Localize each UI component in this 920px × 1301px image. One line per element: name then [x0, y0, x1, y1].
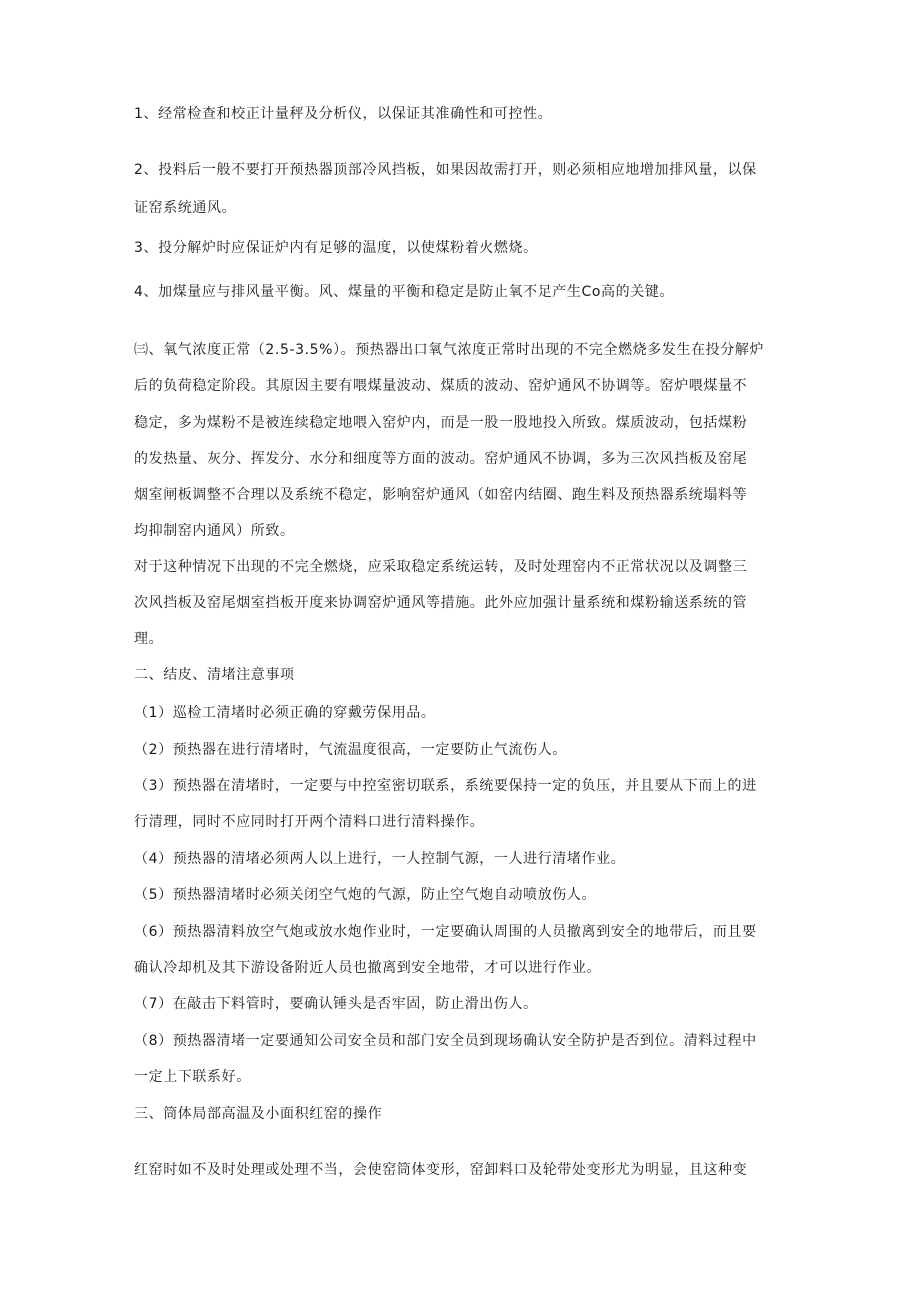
list-item: （7）在敲击下料管时，要确认锤头是否牢固，防止滑出伤人。	[134, 996, 538, 1012]
paragraph-line: 次风挡板及窑尾烟室挡板开度来协调窑炉通风等措施。此外应加强计量系统和煤粉输送系统的管	[134, 595, 748, 611]
list-item: （1）巡检工清堵时必须正确的穿戴劳保用品。	[134, 705, 436, 721]
paragraph-line: 的发热量、灰分、挥发分、水分和细度等方面的波动。窑炉通风不协调，多为三次风挡板及窑尾	[134, 451, 748, 467]
paragraph-line: 稳定，多为煤粉不是被连续稳定地喂入窑炉内，而是一股一股地投入所致。煤质波动，包括煤粉	[134, 415, 748, 431]
list-item: 一定上下联系好。	[134, 1069, 251, 1085]
list-item: （8）预热器清堵一定要通知公司安全员和部门安全员到现场确认安全防护是否到位。清料过程中	[134, 1033, 757, 1049]
paragraph-line: ㈢、氧气浓度正常（2.5-3.5%）。预热器出口氧气浓度正常时出现的不完全燃烧多发生在投分解炉	[134, 342, 765, 358]
list-item: （3）预热器在清堵时，一定要与中控室密切联系，系统要保持一定的负压，并且要从下而上的进	[134, 778, 757, 794]
paragraph-line: 均抑制窑内通风）所致。	[134, 523, 295, 539]
paragraph-line: 对于这种情况下出现的不完全燃烧，应采取稳定系统运转，及时处理窑内不正常状况以及调整三	[134, 559, 748, 575]
section-heading: 三、筒体局部高温及小面积红窑的操作	[134, 1106, 383, 1122]
paragraph-line: 理。	[134, 631, 164, 647]
paragraph-line: 后的负荷稳定阶段。其原因主要有喂煤量波动、煤质的波动、窑炉通风不协调等。窑炉喂煤量不	[134, 378, 748, 394]
paragraph-line: 红窑时如不及时处理或处理不当，会使窑筒体变形，窑卸料口及轮带处变形尤为明显，且这种变	[134, 1162, 748, 1178]
paragraph-line: 1、经常检查和校正计量秤及分析仪，以保证其准确性和可控性。	[134, 106, 553, 122]
paragraph-line: 2、投料后一般不要打开预热器顶部冷风挡板，如果因故需打开，则必须相应地增加排风量，以保	[134, 162, 757, 178]
paragraph-line: 烟室闸板调整不合理以及系统不稳定，影响窑炉通风（如窑内结圈、跑生料及预热器系统塌料等	[134, 487, 748, 503]
list-item: （5）预热器清堵时必须关闭空气炮的气源，防止空气炮自动喷放伤人。	[134, 887, 597, 903]
section-heading: 二、结皮、清堵注意事项	[134, 667, 295, 683]
paragraph-line: 4、加煤量应与排风量平衡。风、煤量的平衡和稳定是防止氧不足产生Co高的关键。	[134, 284, 675, 300]
list-item: （6）预热器清料放空气炮或放水炮作业时，一定要确认周围的人员撤离到安全的地带后，而且要	[134, 924, 757, 940]
list-item: 行清理，同时不应同时打开两个清料口进行清料操作。	[134, 814, 485, 830]
paragraph-line: 证窑系统通风。	[134, 200, 237, 216]
paragraph-line: 3、投分解炉时应保证炉内有足够的温度，以使煤粉着火燃烧。	[134, 240, 538, 256]
list-item: 确认冷却机及其下游设备附近人员也撤离到安全地带，才可以进行作业。	[134, 960, 602, 976]
list-item: （4）预热器的清堵必须两人以上进行，一人控制气源，一人进行清堵作业。	[134, 851, 626, 867]
list-item: （2）预热器在进行清堵时，气流温度很高，一定要防止气流伤人。	[134, 742, 567, 758]
